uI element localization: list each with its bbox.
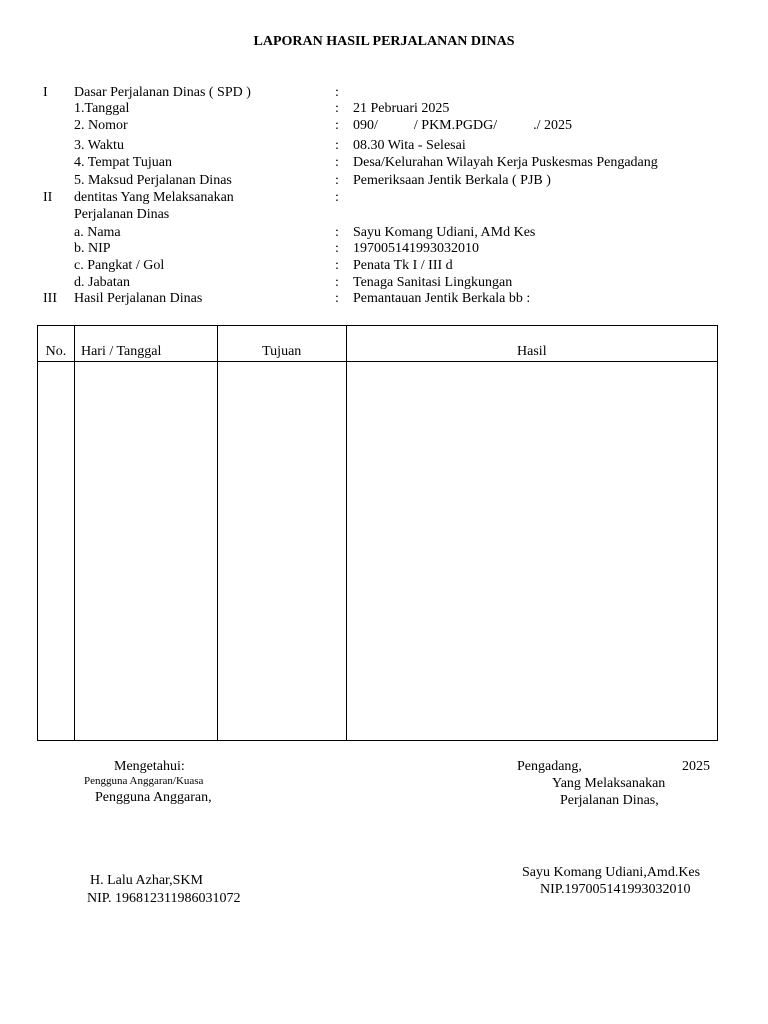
left-sig-mengetahui: Mengetahui: [114,759,185,774]
right-sig-role-2: Perjalanan Dinas, [560,793,659,808]
row-value: Sayu Komang Udiani, AMd Kes [353,225,536,240]
left-sig-role: Pengguna Anggaran/Kuasa [84,775,204,787]
info-row-waktu [0,138,768,155]
row-colon: : [335,173,339,188]
row-value: 08.30 Wita - Selesai [353,138,466,153]
info-row-nama [0,225,768,242]
row-colon: : [335,291,339,306]
row-colon: : [335,225,339,240]
section-number: I [43,85,48,100]
row-label: d. Jabatan [74,275,130,290]
row-value: 21 Pebruari 2025 [353,101,450,116]
info-row-jabatan [0,275,768,292]
nomor-part-3: ./ 2025 [533,118,573,133]
nomor-part-2: / PKM.PGDG/ [413,118,498,133]
row-label: dentitas Yang Melaksanakan [74,190,234,205]
row-colon: : [335,85,339,100]
row-colon: : [335,101,339,116]
row-colon: : [335,155,339,170]
cell-no [38,362,75,741]
left-sig-nip: NIP. 196812311986031072 [87,891,241,906]
table-header-row [38,326,718,362]
cell-hasil [346,362,717,741]
info-row-identitas [0,190,768,207]
cell-tujuan [217,362,346,741]
row-label: c. Pangkat / Gol [74,258,165,273]
row-colon: : [335,190,339,205]
section-number: II [43,190,53,205]
row-label: 4. Tempat Tujuan [74,155,172,170]
row-label: b. NIP [74,241,111,256]
row-value: 197005141993032010 [353,241,479,256]
info-row-tanggal [0,101,768,118]
info-row-tempat [0,155,768,172]
row-value: Pemantauan Jentik Berkala bb : [353,291,531,306]
right-sig-name: Sayu Komang Udiani,Amd.Kes [522,865,701,880]
row-label: a. Nama [74,225,121,240]
row-colon: : [335,275,339,290]
row-value: Tenaga Sanitasi Lingkungan [353,275,513,290]
section-number: III [43,291,57,306]
row-colon: : [335,118,339,133]
right-sig-nip: NIP.197005141993032010 [540,882,691,897]
document-title: LAPORAN HASIL PERJALANAN DINAS [253,34,515,49]
info-row-pangkat [0,258,768,275]
info-row-nomor [0,118,768,135]
row-colon: : [335,138,339,153]
row-label: Dasar Perjalanan Dinas ( SPD ) [74,85,251,100]
header-hari-tanggal: Hari / Tanggal [74,326,217,362]
row-value: Desa/Kelurahan Wilayah Kerja Puskesmas Pengadang [353,155,658,170]
info-row-nip [0,241,768,258]
nomor-part-1: 090/ [353,118,378,133]
right-sig-year: 2025 [682,759,710,774]
left-sig-name: H. Lalu Azhar,SKM [90,873,203,888]
info-row-dasar [0,85,768,102]
row-label: 2. Nomor [74,118,128,133]
header-hasil: Hasil [346,326,717,362]
row-value: Penata Tk I / III d [353,258,453,273]
right-sig-place: Pengadang, [517,759,582,774]
info-row-hasil [0,291,768,308]
row-label: 1.Tanggal [74,101,130,116]
row-colon: : [335,258,339,273]
header-tujuan: Tujuan [217,326,346,362]
row-value [353,118,572,134]
left-sig-role-2: Pengguna Anggaran, [95,790,212,805]
right-sig-role: Yang Melaksanakan [552,776,666,791]
table-row [38,362,718,741]
row-label: 3. Waktu [74,138,124,153]
header-no: No. [38,326,75,362]
info-row-maksud [0,173,768,190]
row-colon: : [335,241,339,256]
cell-hari-tanggal [74,362,217,741]
row-label: 5. Maksud Perjalanan Dinas [74,173,232,188]
row-value: Pemeriksaan Jentik Berkala ( PJB ) [353,173,551,188]
result-table [37,325,718,741]
info-row-perjalanan [0,207,768,224]
row-label: Hasil Perjalanan Dinas [74,291,203,306]
row-label: Perjalanan Dinas [74,207,170,222]
